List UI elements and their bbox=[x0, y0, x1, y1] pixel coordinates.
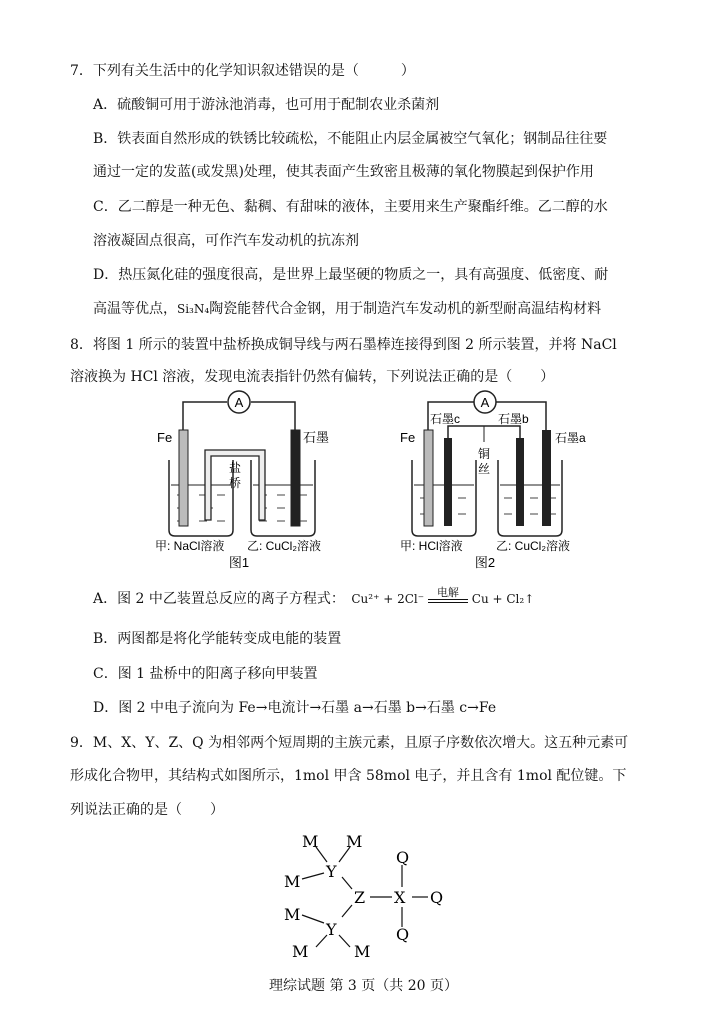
atom-q: Q bbox=[430, 888, 444, 907]
atom-m: M bbox=[354, 942, 371, 961]
q7-option-c-line1: C．乙二醇是一种无色、黏稠、有甜味的液体，主要用来生产聚酯纤维。乙二醇的水 bbox=[93, 199, 608, 215]
atom-m: M bbox=[284, 905, 301, 924]
q9-stem-line3: 列说法正确的是（ ） bbox=[70, 802, 224, 818]
q7-option-c-line2: 溶液凝固点很高，可作汽车发动机的抗冻剂 bbox=[93, 233, 359, 249]
q8-option-a bbox=[93, 586, 535, 608]
q7-option-d-line1: D．热压氮化硅的强度很高，是世界上最坚硬的物质之一，具有高强度、低密度、耐 bbox=[93, 267, 609, 283]
ionic-equation bbox=[351, 586, 535, 608]
copper-wire-label-1: 铜 bbox=[477, 447, 491, 461]
atom-x: X bbox=[394, 888, 406, 907]
equation-reactants: Cu²⁺ + 2Cl⁻ bbox=[351, 592, 425, 606]
q8-option-c: C．图 1 盐桥中的阳离子移向甲装置 bbox=[93, 666, 318, 682]
equation-arrow bbox=[428, 586, 468, 603]
graphite-a-label: 石墨a bbox=[555, 431, 586, 445]
q7-option-d-text-post: 陶瓷能替代合金钢，用于制造汽车发动机的新型耐高温结构材料 bbox=[209, 301, 602, 317]
q8-option-b: B．两图都是将化学能转变成电能的装置 bbox=[93, 631, 342, 647]
graphite-a-electrode bbox=[542, 430, 551, 526]
fig1-bridge-label-1: 盐 bbox=[228, 461, 242, 475]
q7-option-b-line2: 通过一定的发蓝(或发黑)处理，使其表面产生致密且极薄的氧化物膜起到保护作用 bbox=[93, 164, 594, 180]
q9-stem-line2: 形成化合物甲，其结构式如图所示，1mol 甲含 58mol 电子，并且含有 1mol 配位键。下 bbox=[70, 768, 627, 784]
graphite-electrode bbox=[291, 430, 300, 526]
q7-option-d-text-pre: 高温等优点， bbox=[93, 301, 177, 317]
q7-option-d-line2 bbox=[93, 300, 601, 318]
graphite-c-electrode bbox=[444, 438, 452, 526]
atom-y: Y bbox=[326, 862, 337, 881]
q8-stem-line1: 8．将图 1 所示的装置中盐桥换成铜导线与两石墨棒连接得到图 2 所示装置，并将 NaCl bbox=[70, 337, 617, 353]
graphite-c-label: 石墨c bbox=[430, 412, 461, 426]
fig1-left-solution-label: 甲: NaCl溶液 bbox=[155, 539, 225, 553]
q7-option-a: A．硫酸铜可用于游泳池消毒，也可用于配制农业杀菌剂 bbox=[93, 97, 440, 113]
copper-wire-label-2: 丝 bbox=[477, 462, 491, 476]
fe-electrode bbox=[424, 430, 433, 526]
q8-stem-line2: 溶液换为 HCl 溶液，发现电流表指针仍然有偏转，下列说法正确的是（ ） bbox=[70, 369, 555, 385]
atom-m: M bbox=[292, 942, 309, 961]
q9-stem-line1: 9．M、X、Y、Z、Q 为相邻两个短周期的主族元素，且原子序数依次增大。这五种元素可 bbox=[70, 735, 629, 751]
equation-condition: 电解 bbox=[436, 586, 459, 599]
fe-electrode bbox=[179, 430, 188, 526]
q7-stem: 7．下列有关生活中的化学知识叙述错误的是（ ） bbox=[70, 63, 415, 79]
fig1-meter-label: A bbox=[234, 395, 244, 410]
page-footer: 理综试题 第 3 页（共 20 页） bbox=[269, 978, 458, 994]
atom-m: M bbox=[302, 832, 319, 851]
fig1-left-electrode-label: Fe bbox=[157, 430, 173, 445]
equation-products: Cu + Cl₂↑ bbox=[471, 592, 535, 606]
fig1-right-electrode-label: 石墨 bbox=[303, 430, 330, 445]
fig2-caption: 图2 bbox=[474, 555, 496, 570]
graphite-b-electrode bbox=[516, 438, 524, 526]
figure-2-copper-wire-cell bbox=[400, 390, 595, 570]
atom-q: Q bbox=[396, 925, 410, 944]
structural-formula bbox=[270, 825, 470, 965]
fig2-meter-label: A bbox=[480, 395, 490, 410]
fig1-caption: 图1 bbox=[228, 555, 250, 570]
figure-1-salt-bridge-cell bbox=[155, 390, 330, 570]
atom-m: M bbox=[284, 872, 301, 891]
fig2-right-solution-label: 乙: CuCl₂溶液 bbox=[496, 539, 570, 553]
fig1-bridge-label-2: 桥 bbox=[228, 476, 242, 490]
graphite-b-label: 石墨b bbox=[498, 412, 529, 426]
q8-option-a-text: A．图 2 中乙装置总反应的离子方程式： bbox=[93, 591, 345, 607]
fig2-left-electrode-label: Fe bbox=[400, 430, 416, 445]
q7-option-b-line1: B．铁表面自然形成的铁锈比较疏松，不能阻止内层金属被空气氧化；钢制品往往要 bbox=[93, 131, 608, 147]
atom-m: M bbox=[346, 832, 363, 851]
si3n4-formula: Si₃N₄ bbox=[177, 302, 210, 316]
atom-z: Z bbox=[354, 888, 366, 907]
fig1-right-solution-label: 乙: CuCl₂溶液 bbox=[247, 539, 321, 553]
q8-option-d: D．图 2 中电子流向为 Fe→电流计→石墨 a→石墨 b→石墨 c→Fe bbox=[93, 700, 497, 716]
atom-q: Q bbox=[396, 848, 410, 867]
fig2-left-solution-label: 甲: HCl溶液 bbox=[400, 539, 463, 553]
atom-y: Y bbox=[326, 920, 337, 939]
